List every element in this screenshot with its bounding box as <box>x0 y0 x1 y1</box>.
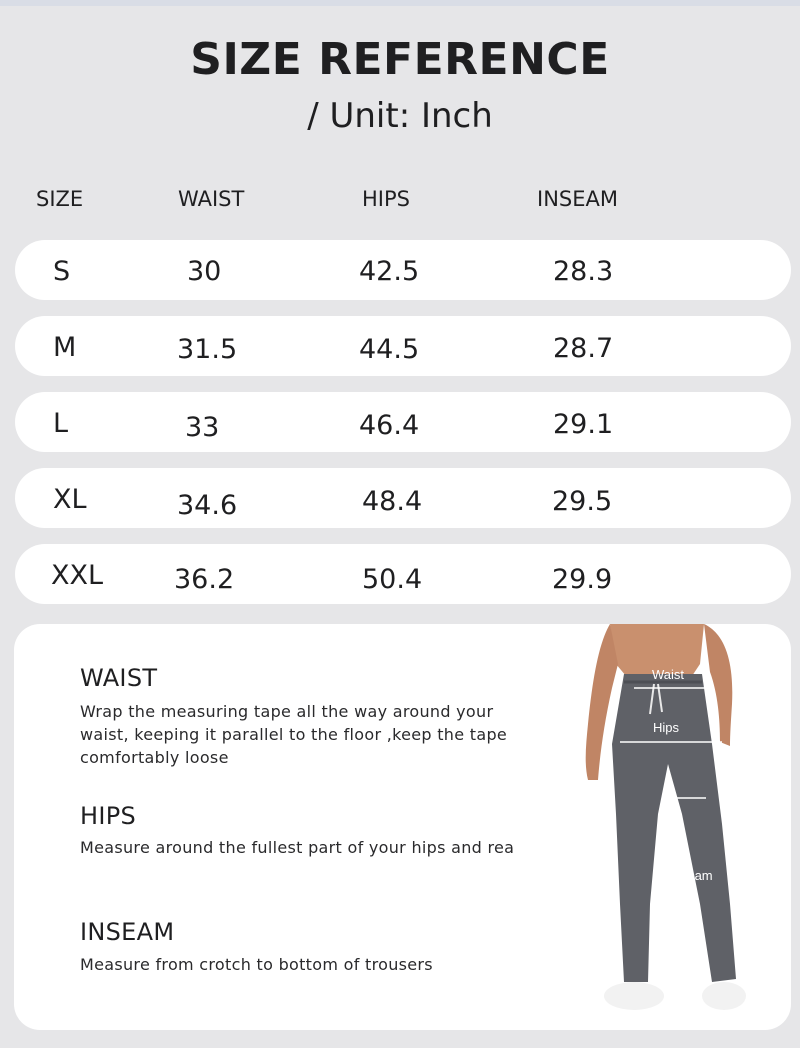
column-header-size: SIZE <box>36 187 84 211</box>
inseam-figure-label: Inseam <box>670 868 713 883</box>
inseam-cell: 29.9 <box>552 564 613 595</box>
inseam-description: Measure from crotch to bottom of trousers <box>80 955 433 974</box>
unit-subtitle: / Unit: Inch <box>307 96 493 136</box>
hips-cell: 48.4 <box>362 486 423 517</box>
size-cell: XXL <box>51 560 104 591</box>
hips-cell: 50.4 <box>362 564 423 595</box>
inseam-cell: 28.3 <box>553 256 614 287</box>
column-header-hips: HIPS <box>362 187 410 211</box>
size-row-s <box>15 240 791 300</box>
hips-cell: 42.5 <box>359 256 420 287</box>
hips-cell: 46.4 <box>359 410 420 441</box>
waist-cell: 33 <box>185 412 220 443</box>
waist-cell: 30 <box>187 256 222 287</box>
waist-cell: 36.2 <box>174 564 235 595</box>
size-row-xxl <box>15 544 791 604</box>
top-strip <box>0 0 800 6</box>
model-left-shoe <box>604 982 664 1010</box>
column-header-waist: WAIST <box>178 187 245 211</box>
hips-cell: 44.5 <box>359 334 420 365</box>
size-row-xl <box>15 468 791 528</box>
hips-heading: HIPS <box>80 802 137 830</box>
inseam-cell: 28.7 <box>553 333 614 364</box>
waist-cell: 31.5 <box>177 334 238 365</box>
waist-heading: WAIST <box>80 664 158 692</box>
waist-figure-label: Waist <box>652 667 685 682</box>
size-cell: XL <box>53 484 87 515</box>
size-cell: S <box>53 256 71 287</box>
size-cell: L <box>53 408 69 439</box>
page-title: SIZE REFERENCE <box>190 34 610 85</box>
model-figure <box>554 624 791 1030</box>
size-row-l <box>15 392 791 452</box>
model-right-shoe <box>702 982 746 1010</box>
size-row-m <box>15 316 791 376</box>
inseam-cell: 29.5 <box>552 486 613 517</box>
hips-description: Measure around the fullest part of your hips and rea <box>80 838 515 857</box>
measurement-guide-card <box>14 624 791 1030</box>
inseam-heading: INSEAM <box>80 918 175 946</box>
size-cell: M <box>53 332 77 363</box>
column-header-inseam: INSEAM <box>537 187 618 211</box>
hips-figure-label: Hips <box>653 720 680 735</box>
waist-cell: 34.6 <box>177 490 238 521</box>
waist-description: Wrap the measuring tape all the way around your waist, keeping it parallel to the floor ,keep the tape comfortably loose <box>80 702 508 767</box>
inseam-cell: 29.1 <box>553 409 614 440</box>
